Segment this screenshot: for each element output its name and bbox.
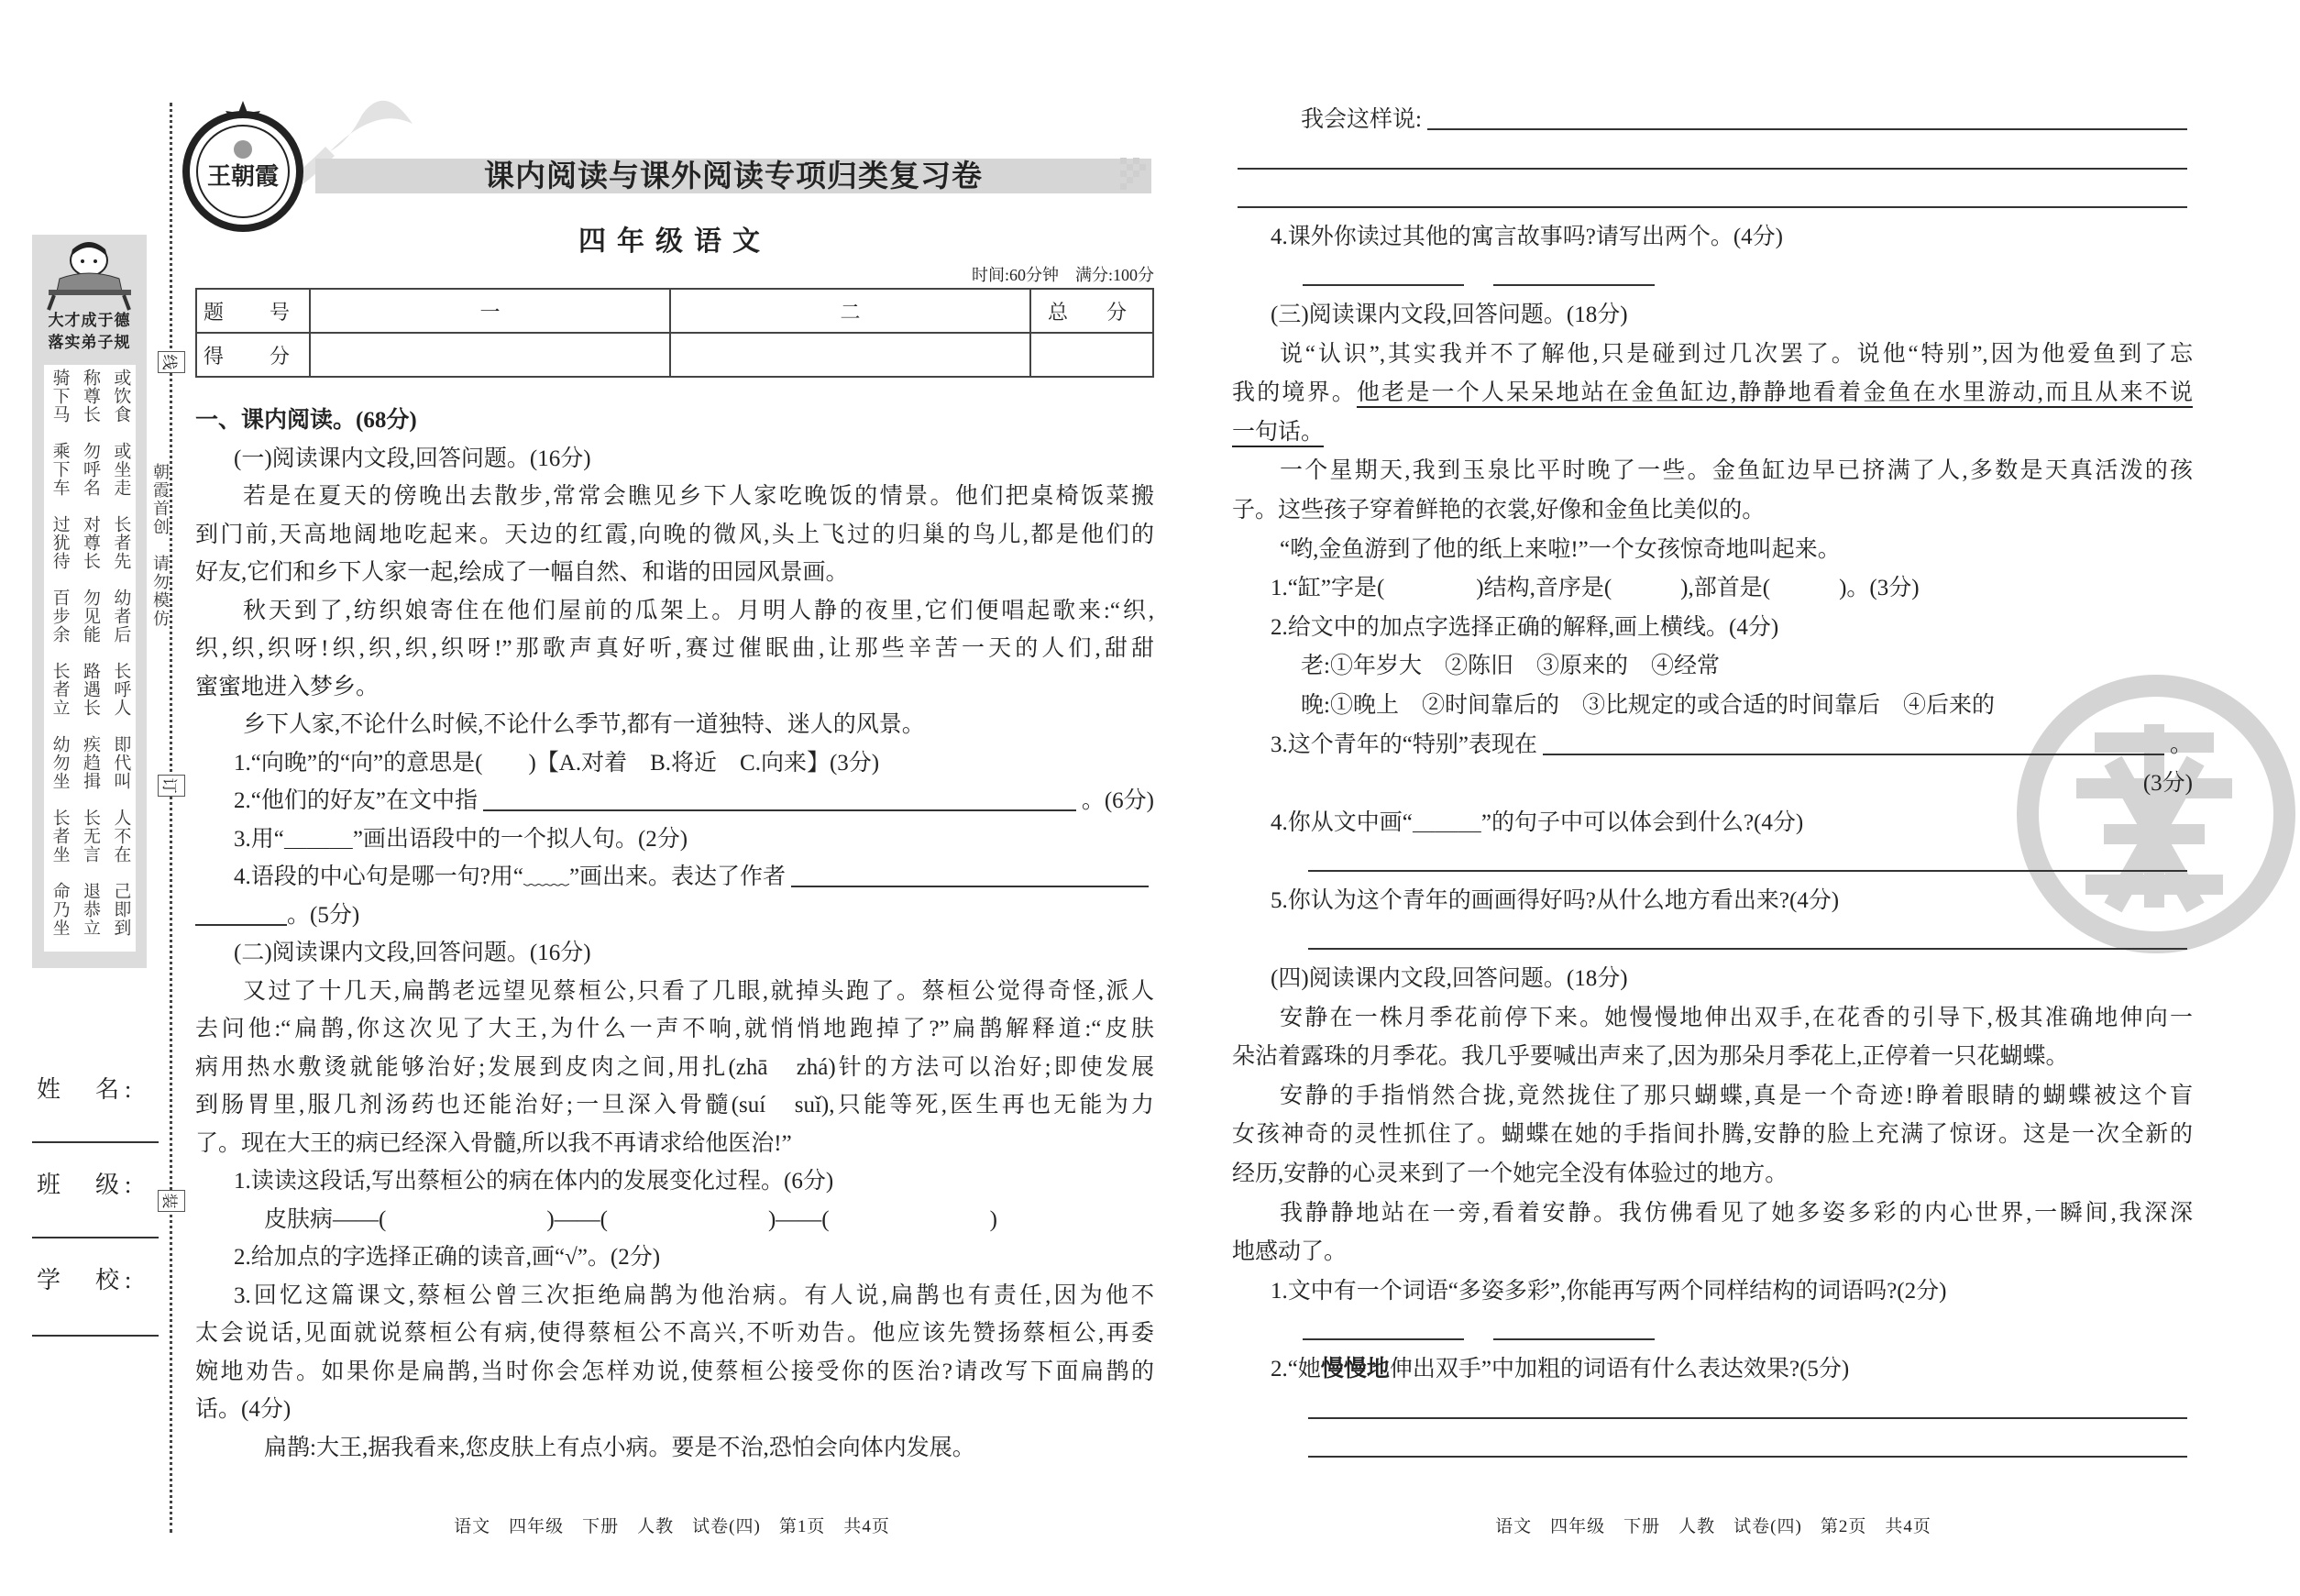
answer-blank [1303,257,1464,286]
question-line [1232,960,2193,999]
line-text: (3分) [2142,771,2193,797]
publisher-logo [174,96,312,234]
rule-column: 退恭立 [80,882,100,937]
line-text: 5.你认为这个青年的画画得好吗?从什么地方看出来?(4分) [1271,887,1840,913]
rule-column: 长者先 [111,515,131,570]
answer-blanks [1232,257,2193,296]
rule-group [44,512,136,585]
question-line [195,440,1154,479]
text-line [195,554,1154,592]
text-line [195,668,1154,707]
answer-blank [1308,1428,2187,1458]
line-text-after: 。 [2169,732,2193,757]
binding-mark-ding: 订 [158,775,185,797]
line-text: 1.读读这段话,写出蔡桓公的病在体内的发展变化过程。(6分) [234,1169,834,1194]
text-line [1232,491,2193,531]
line-text: 织,织,织呀!织,织,织,织呀!”那歌声真好听,赛过催眠曲,让那些辛苦一天的人们,甜甜 [195,636,1154,661]
passage-line [195,592,1154,631]
answer-blank [1308,842,2187,872]
answer-blank [1308,1390,2187,1419]
question-line [195,820,1154,859]
text-line [195,1315,1154,1353]
line-text: 我的境界。 [1232,380,1357,406]
rule-column: 或坐走 [111,442,131,497]
line-text: 乡下人家,不论什么时候,不论什么季节,都有一道独特、迷人的风景。 [243,712,925,737]
line-text: 安静的手指悄然合拢,竟然拢住了那只蝴蝶,真是一个奇迹!睁着眼睛的蝴蝶被这个盲 [1280,1083,2193,1108]
line-text: 话。(4分) [195,1397,292,1422]
line-text: 婉地劝告。如果你是扁鹊,当时你会怎样劝说,使蔡桓公接受你的医治?请改写下面扁鹊的 [195,1359,1154,1384]
line-text: 我会这样说: [1301,107,1422,132]
line-text: 3.这个青年的“特别”表现在 [1271,732,1537,757]
indented-line [1232,101,2193,140]
rule-column: 人不在 [111,809,131,864]
answer-line [1232,1428,2193,1468]
passage-line [1232,336,2193,375]
rule-column: 长者立 [50,662,70,717]
line-text: 3.用“＿＿＿”画出语段中的一个拟人句。(2分) [234,826,688,852]
line-text: 1.文中有一个词语“多姿多彩”,你能再写两个同样结构的词语吗?(2分) [1271,1278,1947,1304]
rule-column: 乘下车 [50,442,70,497]
line-text: 安静在一株月季花前停下来。她慢慢地伸出双手,在花香的引导下,极其准确地伸向一 [1280,1005,2193,1030]
rule-column: 疾趋揖 [80,735,100,790]
line-text: 秋天到了,纺织娘寄住在他们屋前的瓜架上。月明人静的夜里,它们便唱起歌来:“织, [243,598,1154,623]
cell-part-1: 一 [310,289,670,333]
rule-group [44,438,136,512]
line-text: 1.“向晚”的“向”的意思是( )【A.对着 B.将近 C.向来】(3分) [234,750,880,776]
class-field [32,1237,159,1238]
time-and-score-info: 时间:60分钟 满分:100分 [971,266,1154,284]
text-line [1232,1116,2193,1155]
logo-text: 王朝霞 [206,163,280,191]
cell-question-number-label: 题 号 [196,289,310,333]
text-line [1232,1155,2193,1194]
panel-motto [32,310,147,354]
cell-score-part-2 [670,333,1030,377]
line-text: 到门前,天高地阔地吃起来。天边的红霞,向晚的微风,头上飞过的归巢的鸟儿,都是他们的 [195,522,1154,547]
answer-blank [1427,101,2187,130]
underlined-sentence: 他老是一个人呆呆地站在金鱼缸边,静静地看着金鱼在水里游动,而且从来不说 [1356,380,2193,406]
line-text: 子。这些孩子穿着鲜艳的衣裳,好像和金鱼比美似的。 [1232,497,1766,523]
rule-group [44,805,136,878]
line-text: 若是在夏天的傍晚出去散步,常常会瞧见乡下人家吃晚饭的情景。他们把桌椅饭菜搬 [243,484,1154,509]
question-line [1232,609,2193,648]
cell-score-part-1 [310,333,670,377]
right-page-content [1232,101,2193,1468]
question-line [1232,882,2193,921]
rule-column: 幼勿坐 [50,735,70,790]
school-label: 学 校: [37,1267,138,1293]
question-line [195,744,1154,783]
rule-column: 过犹待 [50,515,70,570]
text-line [1232,1038,2193,1077]
paper-title: 课内阅读与课外阅读专项归类复习卷 [484,158,983,193]
passage-line [195,973,1154,1011]
cell-total-label: 总 分 [1030,289,1153,333]
question-line [1232,804,2193,843]
line-text: 了。现在大王的病已经深入骨髓,所以我不再请求给他医治!” [195,1130,792,1156]
cell-score-total [1030,333,1153,377]
bold-text: 慢慢地 [1320,1357,1390,1381]
rule-column: 长呼人 [111,662,131,717]
rule-column: 命乃坐 [50,882,70,937]
line-text: 朵沾着露珠的月季花。我几乎要喊出声来了,因为那朵月季花上,正停着一只花蝴蝶。 [1232,1044,2069,1070]
line-text: “哟,金鱼游到了他的纸上来啦!”一个女孩惊奇地叫起来。 [1280,536,1841,562]
answer-line [1232,140,2193,180]
line-text: 皮肤病——( )——( )——( ) [264,1206,997,1232]
rule-column: 骑下马 [50,369,70,424]
answer-blanks [1232,1311,2193,1350]
line-text: (四)阅读课内文段,回答问题。(18分) [1271,966,1628,992]
line-text: 去问他:“扁鹊,你这次见了大王,为什么一声不响,就悄悄地跑掉了?”扁鹊解释道:“皮肤 [195,1017,1154,1041]
footer-left: 语文 四年级 下册 人教 试卷(四) 第1页 共4页 [454,1517,890,1536]
text-line [195,1049,1154,1087]
line-text: 我静静地站在一旁,看着安静。我仿佛看见了她多姿多彩的内心世界,一瞬间,我深深 [1280,1200,2193,1226]
line-text-after: 。(6分) [1081,788,1154,813]
line-text: 一个星期天,我到玉泉比平时晚了一些。金鱼缸边早已挤满了人,多数是天真活泼的孩 [1280,458,2193,484]
rule-column: 百步余 [50,589,70,644]
question-line [1232,1272,2193,1312]
line-text: 扁鹊:大王,据我看来,您皮肤上有点小病。要是不治,恐怕会向体内发展。 [264,1435,975,1460]
rule-column: 幼者后 [111,589,131,644]
text-line [195,1353,1154,1392]
line-text: 4.课外你读过其他的寓言故事吗?请写出两个。(4分) [1271,224,1783,249]
line-text: 4.语段的中心句是哪一句?用“﹏﹏”画出来。表达了作者 [234,864,787,889]
passage-line [1232,1194,2193,1234]
line-text: 女孩神奇的灵性抓住了。蝴蝶在她的手指间扑腾,安静的脸上充满了惊讶。这是一次全新的 [1232,1122,2193,1148]
passage-line [1232,1077,2193,1117]
motto-line-2: 落实弟子规 [48,334,131,351]
answer-blank [483,782,1076,811]
dizigui-rules [44,365,136,952]
line-text: 地感动了。 [1232,1239,1348,1265]
answer-line [1232,842,2193,882]
answer-blank [1238,140,2187,170]
text-line [195,1125,1154,1163]
line-text: (二)阅读课内文段,回答问题。(16分) [234,941,591,965]
rule-group [44,878,136,952]
line-text: 晚:①晚上 ②时间靠后的 ③比规定的或合适的时间靠后 ④后来的 [1301,692,1995,718]
cell-score-label: 得 分 [196,333,310,377]
rule-column: 或饮食 [111,369,131,424]
text-line [1232,1233,2193,1272]
question-line [195,1162,1154,1201]
rule-group [44,732,136,805]
question-line [195,782,1154,820]
line-text: 经历,安静的心灵来到了一个她完全没有体验过的地方。 [1232,1161,1788,1187]
rule-group [44,658,136,732]
answer-blank [1238,179,2187,208]
rule-column: 勿呼名 [80,442,100,497]
rule-column: 勿见能 [80,589,100,644]
score-note [1232,765,2193,804]
underlined-sentence: 一句话。 [1232,419,1325,445]
line-text: (一)阅读课内文段,回答问题。(16分) [234,446,591,471]
copyright-note: 朝霞首创 请勿模仿 [151,463,170,628]
indented-line [1232,647,2193,687]
rule-group [44,365,136,438]
line-text: 一、课内阅读。(68分) [195,408,417,433]
line-text: 蜜蜜地进入梦乡。 [195,674,380,699]
answer-blank [1308,920,2187,950]
text-line [195,1010,1154,1049]
answer-blank [791,858,1149,887]
score-table-score-row [196,333,1153,377]
text-line [195,516,1154,555]
rule-column: 即代叫 [111,735,131,790]
text-line [1232,374,2193,413]
line-text-after: 伸出双手”中加粗的词语有什么表达效果?(5分) [1389,1357,1850,1381]
indented-line [195,1429,1154,1468]
passage-line [1232,531,2193,570]
indented-line [1232,687,2193,726]
rule-column: 路遇长 [80,662,100,717]
binding-mark-xian: 线 [158,351,185,373]
rule-column: 己即到 [111,882,131,937]
line-text-after: 。(5分) [287,902,360,928]
line-text: 太会说话,见面就说蔡桓公有病,使得蔡桓公不高兴,不听劝告。他应该先赞扬蔡桓公,再委 [195,1321,1154,1346]
line-text: 说“认识”,其实我并不了解他,只是碰到过几次罢了。说他“特别”,因为他爱鱼到了忘 [1280,341,2193,367]
left-page-content [195,402,1154,1467]
question-line [1232,569,2193,609]
line-text: 2.给加点的字选择正确的读音,画“√”。(2分) [234,1245,661,1270]
line-text: 3.回忆这篇课文,蔡桓公曾三次拒绝扁鹊为他治病。有人说,扁鹊也有责任,因为他不 [234,1282,1154,1308]
answer-line [1232,179,2193,218]
motto-line-1: 大才成于德 [48,312,131,329]
line-text: 2.“他们的好友”在文中指 [234,788,478,813]
text-line [195,1086,1154,1125]
line-text: 病用热水敷烫就能够治好;发展到皮肉之间,用扎(zhā zhá)针的方法可以治好;即使发展 [195,1054,1154,1080]
school-field [32,1335,159,1337]
answer-blank [195,897,287,926]
question-line [195,1238,1154,1277]
paper-subtitle: 四年级语文 [578,226,771,258]
text-line [195,1391,1154,1429]
name-field [32,1141,159,1143]
footer-right: 语文 四年级 下册 人教 试卷(四) 第2页 共4页 [1495,1517,1931,1536]
question-line [1232,296,2193,336]
rule-column: 长者坐 [50,809,70,864]
rule-column: 称尊长 [80,369,100,424]
cell-part-2: 二 [670,289,1030,333]
passage-line [195,706,1154,744]
name-label: 姓 名: [37,1076,138,1103]
score-table-header-row [196,289,1153,333]
question-line [1232,726,2193,765]
section-heading [195,402,1154,440]
rule-column: 对尊长 [80,515,100,570]
passage-line [1232,999,2193,1039]
line-text: 又过了十几天,扁鹊老远望见蔡桓公,只看了几眼,就掉头跑了。蔡桓公觉得奇怪,派人 [243,978,1154,1004]
text-line [195,897,1154,935]
line-text: 2.给文中的加点字选择正确的解释,画上横线。(4分) [1271,614,1779,640]
binding-mark-zhuang: 装 [158,1190,185,1212]
answer-blank [1543,726,2164,755]
question-line [195,934,1154,973]
line-text: 1.“缸”字是( )结构,音序是( ),部首是( )。(3分) [1271,576,1920,601]
question-line [195,858,1154,897]
line-text: 好友,它们和乡下人家一起,绘成了一幅自然、和谐的田园风景画。 [195,560,849,585]
question-line [1232,218,2193,258]
line-text: 老:①年岁大 ②陈旧 ③原来的 ④经常 [1301,654,1720,679]
answer-line [1232,1390,2193,1429]
rule-column: 长无言 [80,809,100,864]
text-line [1232,413,2193,453]
student-cartoon-icon [32,235,147,313]
passage-line [1232,452,2193,491]
passage-line [195,478,1154,516]
class-label: 班 级: [37,1172,138,1198]
question-line [1232,1350,2193,1390]
line-text: 到肠胃里,服几剂汤药也还能治好;一旦深入骨髓(suí suǐ),只能等死,医生再也无能为力 [195,1093,1154,1117]
answer-line [1232,920,2193,960]
line-text: 2.“她 [1271,1357,1321,1381]
question-line [195,1277,1154,1315]
rule-group [44,585,136,658]
indented-line [195,1201,1154,1239]
text-line [195,630,1154,668]
line-text: 4.你从文中画“＿＿＿”的句子中可以体会到什么?(4分) [1271,809,1804,835]
answer-blank [1493,1311,1655,1340]
line-text: (三)阅读课内文段,回答问题。(18分) [1271,302,1628,327]
answer-blank [1493,257,1655,286]
score-table [195,288,1154,378]
answer-blank [1303,1311,1464,1340]
binding-dotted-line [170,103,172,1533]
